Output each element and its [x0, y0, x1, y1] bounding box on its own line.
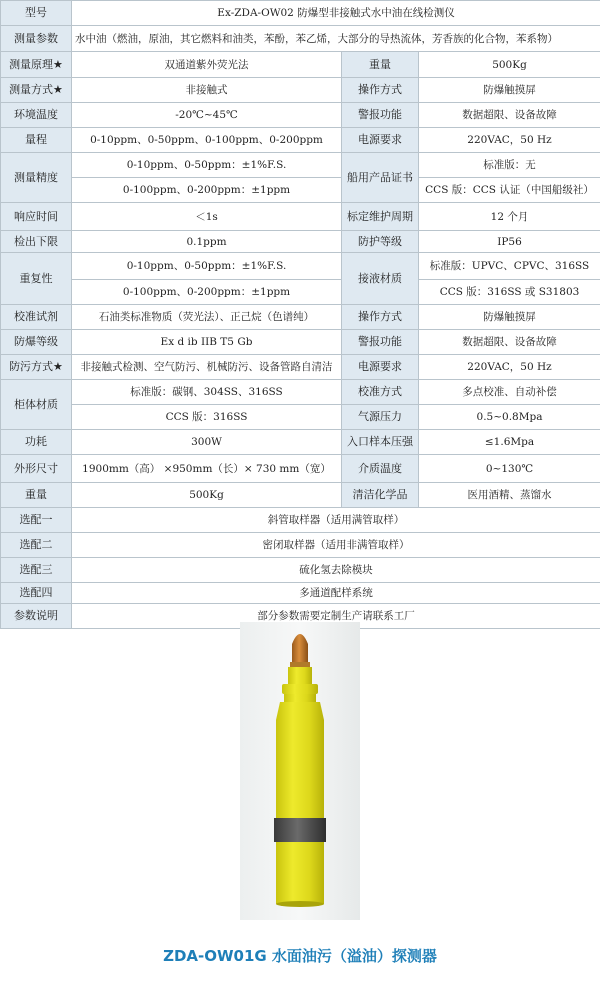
spec-label: 测量原理★	[1, 52, 72, 78]
table-row	[1, 52, 600, 78]
spec-label: 清洁化学品	[342, 483, 419, 508]
spec-value: 0-10ppm、0-50ppm：±1%F.S.	[72, 253, 342, 280]
spec-label: 柜体材质	[1, 380, 72, 430]
probe-flange	[282, 684, 318, 694]
spec-value: 0-100ppm、0-200ppm：±1ppm	[72, 280, 342, 305]
table-row	[1, 153, 600, 178]
table-row	[1, 305, 600, 330]
table-row	[1, 380, 600, 405]
spec-value: 标准版：UPVC、CPVC、316SS	[419, 253, 600, 280]
spec-label: 电源要求	[342, 355, 419, 380]
spec-label: 警报功能	[342, 103, 419, 128]
spec-label: 船用产品证书	[342, 153, 419, 203]
spec-label: 重复性	[1, 253, 72, 305]
spec-label: 防污方式★	[1, 355, 72, 380]
spec-label: 外形尺寸	[1, 455, 72, 483]
option-value: 硫化氢去除模块	[72, 558, 600, 583]
spec-value: 0-10ppm、0-50ppm、0-100ppm、0-200ppm	[72, 128, 342, 153]
spec-value: 数据超限、设备故障	[419, 103, 600, 128]
table-row	[1, 103, 600, 128]
option-value: 多通道配样系统	[72, 583, 600, 604]
table-row	[1, 280, 600, 305]
spec-value: ＜1s	[72, 203, 342, 231]
spec-value: 防爆触摸屏	[419, 305, 600, 330]
spec-label: 量程	[1, 128, 72, 153]
spec-value: 0.1ppm	[72, 231, 342, 253]
table-row	[1, 355, 600, 380]
spec-value: Ex d ib IIB T5 Gb	[72, 330, 342, 355]
table-row	[1, 78, 600, 103]
probe-neck	[288, 667, 312, 685]
spec-label: 校准试剂	[1, 305, 72, 330]
table-row	[1, 508, 600, 533]
spec-value: 500Kg	[72, 483, 342, 508]
spec-label: 重量	[342, 52, 419, 78]
spec-label: 防护等级	[342, 231, 419, 253]
product-caption: ZDA-OW01G 水面油污（溢油）探测器	[163, 947, 437, 965]
option-value: 部分参数需要定制生产请联系工厂	[72, 604, 600, 629]
table-row	[1, 430, 600, 455]
table-row	[1, 231, 600, 253]
spec-value: 0~130℃	[419, 455, 600, 483]
spec-label: 环境温度	[1, 103, 72, 128]
spec-value: 非接触式检测、空气防污、机械防污、设备管路自清洁	[72, 355, 342, 380]
option-label: 选配一	[1, 508, 72, 533]
table-row	[1, 253, 600, 280]
spec-value: 数据超限、设备故障	[419, 330, 600, 355]
spec-value: ≤1.6Mpa	[419, 430, 600, 455]
spec-value: 防爆触摸屏	[419, 78, 600, 103]
spec-value: 多点校准、自动补偿	[419, 380, 600, 405]
table-row	[1, 203, 600, 231]
table-row	[1, 128, 600, 153]
table-row	[1, 26, 600, 52]
spec-value: IP56	[419, 231, 600, 253]
spec-value: 300W	[72, 430, 342, 455]
spec-label-model: 型号	[1, 1, 72, 26]
spec-label: 测量方式★	[1, 78, 72, 103]
spec-value: 非接触式	[72, 78, 342, 103]
spec-value: 双通道紫外荧光法	[72, 52, 342, 78]
spec-value: -20℃~45℃	[72, 103, 342, 128]
spec-value: 0-100ppm、0-200ppm：±1ppm	[72, 178, 342, 203]
spec-label: 校准方式	[342, 380, 419, 405]
probe-band	[274, 818, 326, 842]
option-label: 选配四	[1, 583, 72, 604]
spec-value: 标准版：碳钢、304SS、316SS	[72, 380, 342, 405]
spec-value: CCS 版：316SS	[72, 405, 342, 430]
probe-lower-tube	[276, 842, 324, 904]
option-value: 密闭取样器（适用非满管取样）	[72, 533, 600, 558]
spec-label: 检出下限	[1, 231, 72, 253]
table-row	[1, 1, 600, 26]
spec-value: CCS 版：316SS 或 S31803	[419, 280, 600, 305]
table-row	[1, 533, 600, 558]
spec-label: 操作方式	[342, 78, 419, 103]
spec-label: 接液材质	[342, 253, 419, 305]
probe-photo	[240, 622, 360, 920]
table-row	[1, 558, 600, 583]
spec-label-params: 测量参数	[1, 26, 72, 52]
spec-label: 功耗	[1, 430, 72, 455]
spec-value: 1900mm（高） ×950mm（长）× 730 mm（宽）	[72, 455, 342, 483]
spec-label: 防爆等级	[1, 330, 72, 355]
spec-label: 操作方式	[342, 305, 419, 330]
spec-value: CCS 版：CCS 认证（中国船级社）	[419, 178, 600, 203]
option-value: 斜管取样器（适用满管取样）	[72, 508, 600, 533]
table-row	[1, 330, 600, 355]
option-label: 选配二	[1, 533, 72, 558]
option-label: 参数说明	[1, 604, 72, 629]
spec-label: 电源要求	[342, 128, 419, 153]
spec-label: 警报功能	[342, 330, 419, 355]
table-row	[1, 455, 600, 483]
option-label: 选配三	[1, 558, 72, 583]
spec-value: 0.5~0.8Mpa	[419, 405, 600, 430]
spec-value: 石油类标准物质（荧光法）、正己烷（色谱纯）	[72, 305, 342, 330]
spec-value: 12 个月	[419, 203, 600, 231]
spec-value: 220VAC，50 Hz	[419, 128, 600, 153]
spec-value: 500Kg	[419, 52, 600, 78]
spec-value: 医用酒精、蒸馏水	[419, 483, 600, 508]
table-row	[1, 178, 600, 203]
spec-label: 气源压力	[342, 405, 419, 430]
table-row	[1, 405, 600, 430]
spec-label: 介质温度	[342, 455, 419, 483]
spec-label: 重量	[1, 483, 72, 508]
probe-upper-tube	[276, 720, 324, 818]
spec-value: 标准版：无	[419, 153, 600, 178]
table-row	[1, 483, 600, 508]
spec-value: 0-10ppm、0-50ppm：±1%F.S.	[72, 153, 342, 178]
probe-cap-ring	[290, 662, 310, 667]
spec-value: 220VAC，50 Hz	[419, 355, 600, 380]
spec-value-params: 水中油（燃油，原油，其它燃料和油类，苯酚，苯乙烯，大部分的导热流体，芳香族的化合物，苯系物）	[72, 26, 600, 52]
spec-label: 标定维护周期	[342, 203, 419, 231]
spec-label: 测量精度	[1, 153, 72, 203]
spec-label: 入口样本压强	[342, 430, 419, 455]
spec-value-model: Ex-ZDA-OW02 防爆型非接触式水中油在线检测仪	[72, 1, 600, 26]
spec-label: 响应时间	[1, 203, 72, 231]
table-row	[1, 583, 600, 604]
